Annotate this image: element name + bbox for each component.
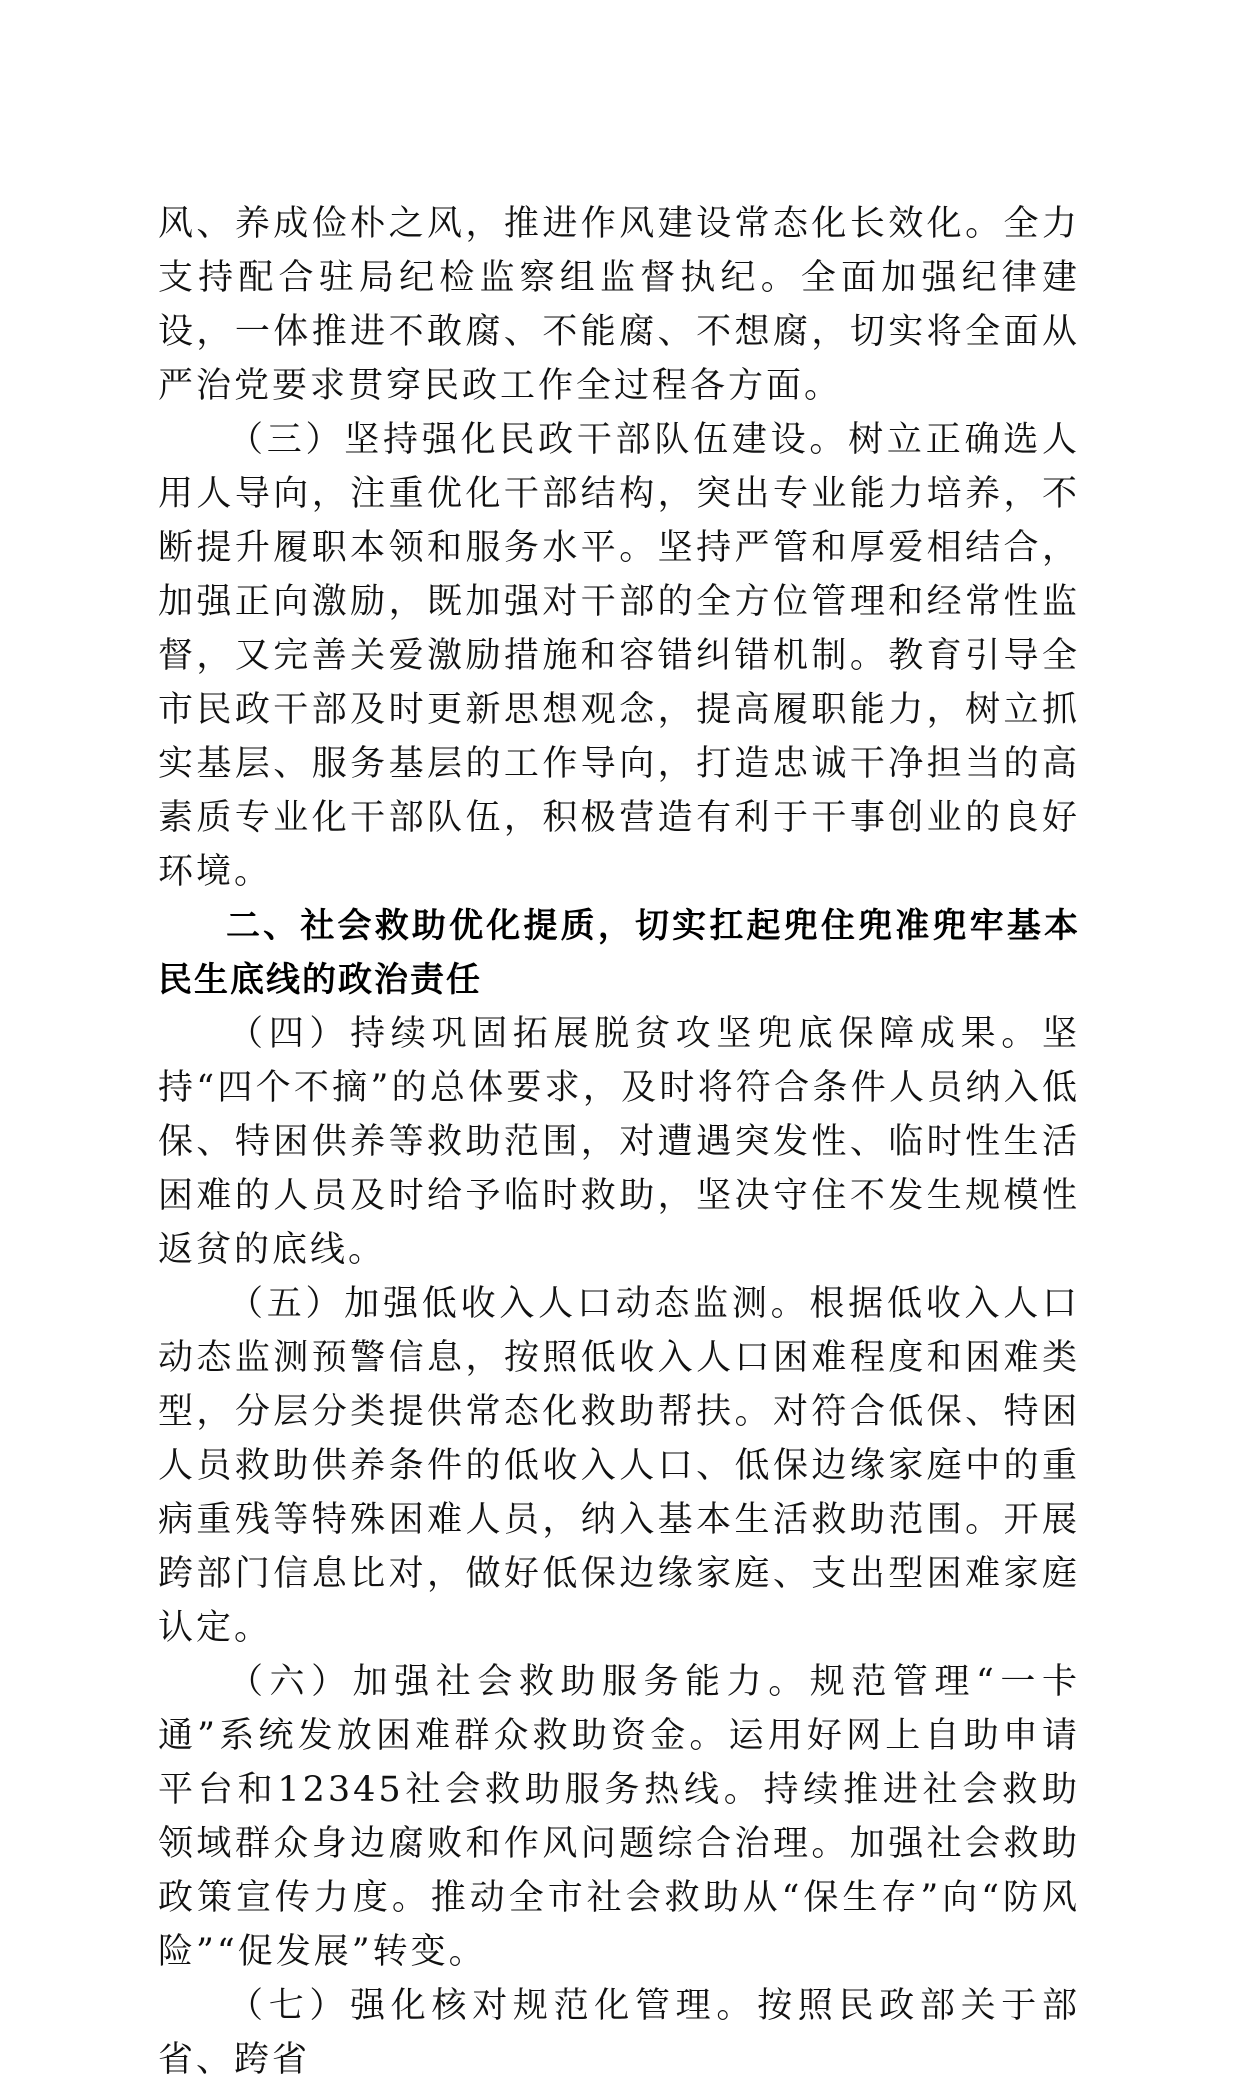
paragraph-lead: （六）加强社会救助服务能力。	[228, 1662, 810, 1702]
section-heading: 二、社会救助优化提质，切实扛起兜住兜准兜牢基本民生底线的政治责任	[158, 906, 1080, 1000]
paragraph-lead: （三）坚持强化民政干部队伍建设。	[228, 420, 849, 460]
paragraph-verification-management	[158, 1979, 1080, 2087]
document-page	[158, 197, 1080, 2087]
paragraph-body: 根据低收入人口动态监测预警信息，按照低收入人口困难程度和困难类型，分层分类提供常态化救助帮扶。对符合低保、特困人员救助供养条件的低收入人口、低保边缘家庭中的重病重残等特殊困难人员，纳入基本生活救助范围。开展跨部门信息比对，做好低保边缘家庭、支出型困难家庭认定。	[158, 1284, 1080, 1648]
paragraph-body: 树立正确选人用人导向，注重优化干部结构，突出专业能力培养，不断提升履职本领和服务水平。坚持严管和厚爱相结合，加强正向激励，既加强对干部的全方位管理和经常性监督，又完善关爱激励措施和容错纠错机制。教育引导全市民政干部及时更新思想观念，提高履职能力，树立抓实基层、服务基层的工作导向，打造忠诚干净担当的高素质专业化干部队伍，积极营造有利于干事创业的良好环境。	[158, 420, 1080, 892]
paragraph-lead: （五）加强低收入人口动态监测。	[228, 1284, 810, 1324]
paragraph-low-income-monitoring	[158, 1277, 1080, 1655]
paragraph-cadre-team	[158, 413, 1080, 899]
paragraph-body: 坚持“四个不摘”的总体要求，及时将符合条件人员纳入低保、特困供养等救助范围，对遭遇突发性、临时性生活困难的人员及时给予临时救助，坚决守住不发生规模性返贫的底线。	[158, 1014, 1080, 1270]
paragraph-body: 风、养成俭朴之风，推进作风建设常态化长效化。全力支持配合驻局纪检监察组监督执纪。全面加强纪律建设，一体推进不敢腐、不能腐、不想腐，切实将全面从严治党要求贯穿民政工作全过程各方面。	[158, 204, 1080, 406]
paragraph-body: 按照民政部关于部省、跨省	[158, 1986, 1080, 2080]
paragraph-lead: （七）强化核对规范化管理。	[228, 1986, 758, 2026]
paragraph-assistance-service	[158, 1655, 1080, 1979]
paragraph-lead: （四）持续巩固拓展脱贫攻坚兜底保障成果。	[228, 1014, 1042, 1054]
paragraph-continuation	[158, 197, 1080, 413]
paragraph-body: 规范管理“一卡通”系统发放困难群众救助资金。运用好网上自助申请平台和12345社会救助服务热线。持续推进社会救助领域群众身边腐败和作风问题综合治理。加强社会救助政策宣传力度。推动全市社会救助从“保生存”向“防风险”“促发展”转变。	[158, 1662, 1080, 1972]
paragraph-poverty-results	[158, 1007, 1080, 1277]
